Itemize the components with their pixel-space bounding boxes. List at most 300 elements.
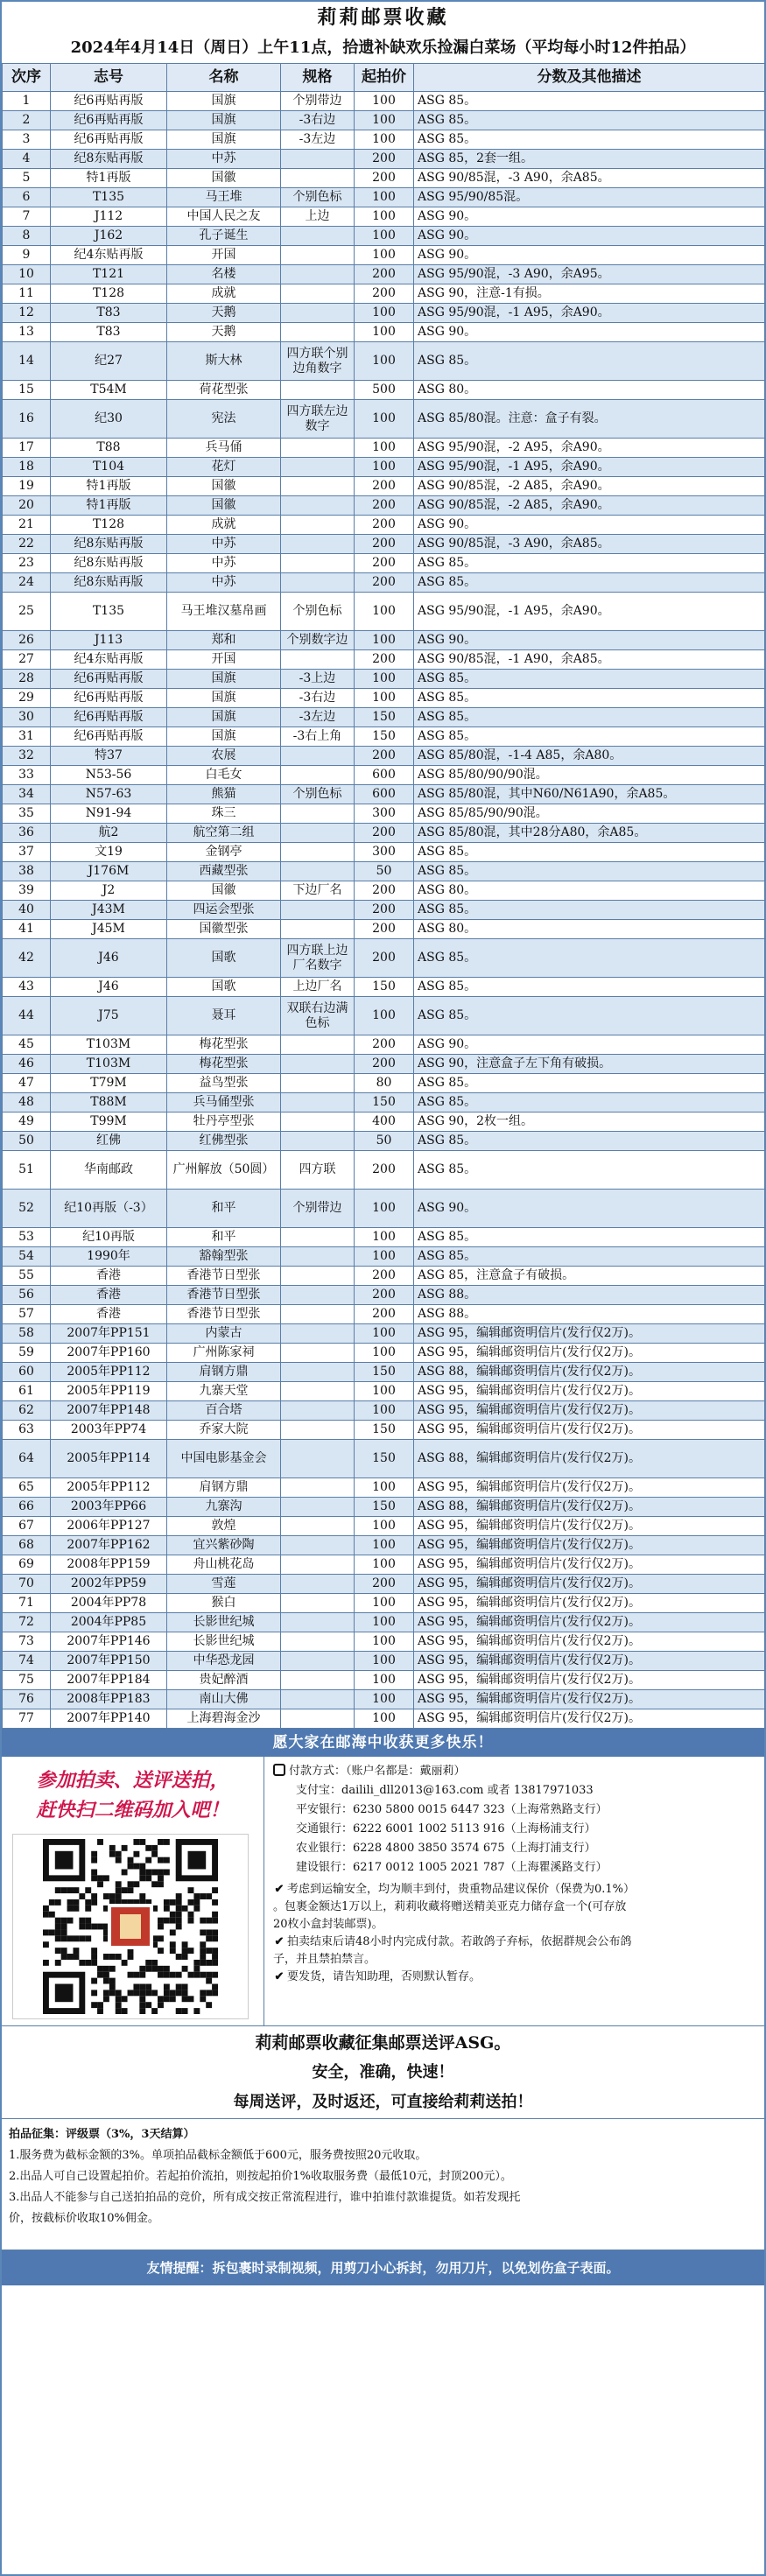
cell-name: 上海碧海金沙 [167, 1709, 281, 1729]
cell-desc: ASG 95/90混，-3 A90，余A95。 [414, 265, 765, 284]
table-row [3, 881, 765, 901]
auction-subtitle: 2024年4月14日（周日）上午11点，拾遗补缺欢乐捡漏白菜场（平均每小时12件拍品） [70, 39, 696, 57]
cell-order: 40 [3, 901, 51, 920]
cell-code: 纪6再贴再版 [51, 670, 167, 689]
cell-price: 200 [355, 477, 414, 496]
table-row [3, 747, 765, 766]
cell-spec: -3右边 [281, 689, 355, 708]
promo-text [2, 1757, 264, 1825]
cell-code: 纪27 [51, 342, 167, 381]
cell-spec [281, 1035, 355, 1055]
cell-code: 2004年PP78 [51, 1594, 167, 1613]
table-row [3, 342, 765, 381]
lots-table [2, 63, 765, 1729]
cell-spec: -3上边 [281, 670, 355, 689]
cell-desc: ASG 80。 [414, 881, 765, 901]
cell-desc: ASG 95，编辑邮资明信片(发行仅2万)。 [414, 1690, 765, 1709]
cell-price: 100 [355, 1594, 414, 1613]
cell-code: 2006年PP127 [51, 1517, 167, 1536]
table-row [3, 458, 765, 477]
table-row [3, 400, 765, 439]
table-row [3, 785, 765, 804]
cell-price: 500 [355, 381, 414, 400]
cell-price: 100 [355, 111, 414, 130]
cell-code: 航2 [51, 824, 167, 843]
cell-order: 34 [3, 785, 51, 804]
cell-spec [281, 535, 355, 554]
cell-spec [281, 1305, 355, 1324]
table-row [3, 304, 765, 323]
table-row [3, 920, 765, 939]
cell-name: 中苏 [167, 573, 281, 593]
cell-code: 纪6再贴再版 [51, 111, 167, 130]
cell-spec: -3左边 [281, 708, 355, 727]
cell-spec [281, 1690, 355, 1709]
cell-spec: 个别数字边 [281, 631, 355, 650]
cell-desc: ASG 88，编辑邮资明信片(发行仅2万)。 [414, 1498, 765, 1517]
cell-desc: ASG 85/80混，其中28分A80，余A85。 [414, 824, 765, 843]
closing-line-3: 每周送评，及时返还，可直接给莉莉送拍！ [233, 2093, 533, 2111]
check-icon: ✔ [274, 1970, 285, 1983]
cell-name: 国旗 [167, 130, 281, 150]
cell-price: 100 [355, 1671, 414, 1690]
col-header-desc: 分数及其他描述 [414, 64, 765, 92]
table-row [3, 323, 765, 342]
cell-code: 特1再版 [51, 477, 167, 496]
cell-spec [281, 1363, 355, 1382]
cell-name: 猴白 [167, 1594, 281, 1613]
footer-reminder: 友情提醒：拆包裹时录制视频，用剪刀小心拆封，勿用刀片，以免划伤盒子表面。 [2, 2250, 764, 2285]
cell-price: 150 [355, 727, 414, 747]
cell-desc: ASG 95，编辑邮资明信片(发行仅2万)。 [414, 1421, 765, 1440]
cell-code: J46 [51, 939, 167, 978]
cell-order: 7 [3, 207, 51, 227]
cell-price: 100 [355, 1536, 414, 1555]
cell-order: 36 [3, 824, 51, 843]
cell-order: 30 [3, 708, 51, 727]
shipping-notes [273, 1881, 755, 1986]
cell-order: 15 [3, 381, 51, 400]
cell-spec: 上边 [281, 207, 355, 227]
cell-spec [281, 1132, 355, 1151]
table-row [3, 1324, 765, 1344]
table-row [3, 1286, 765, 1305]
cell-code: J75 [51, 997, 167, 1035]
cell-desc: ASG 95/90混，-1 A95，余A90。 [414, 458, 765, 477]
rule-3a: 3.出品人不能参与自己送拍拍品的竞价，所有成交按正常流程进行，谁中拍谁付款谁提货。如若发现托 [9, 2191, 521, 2204]
cell-code: 纪8东贴再版 [51, 150, 167, 169]
cell-name: 梅花型张 [167, 1055, 281, 1074]
cell-name: 香港节日型张 [167, 1267, 281, 1286]
cell-spec [281, 323, 355, 342]
cell-name: 国旗 [167, 708, 281, 727]
cell-order: 76 [3, 1690, 51, 1709]
cell-name: 名楼 [167, 265, 281, 284]
cell-spec [281, 1228, 355, 1247]
cell-desc: ASG 95，编辑邮资明信片(发行仅2万)。 [414, 1382, 765, 1401]
cell-desc: ASG 90。 [414, 1035, 765, 1055]
cell-code: T99M [51, 1113, 167, 1132]
note-1b: 。包裹金额达1万以上，莉莉收藏将赠送精美亚克力储存盒一个(可存放 [273, 1900, 627, 1913]
cell-name: 宜兴紫砂陶 [167, 1536, 281, 1555]
cell-order: 54 [3, 1247, 51, 1267]
cell-name: 中国电影基金会 [167, 1440, 281, 1478]
cell-order: 3 [3, 130, 51, 150]
cell-price: 100 [355, 1709, 414, 1729]
cell-name: 内蒙古 [167, 1324, 281, 1344]
cell-code: J2 [51, 881, 167, 901]
cell-desc: ASG 90/85混，-2 A85，余A90。 [414, 477, 765, 496]
cell-desc: ASG 85，2套一组。 [414, 150, 765, 169]
cell-order: 71 [3, 1594, 51, 1613]
bank-account-pingan: 平安银行：6230 5800 0015 6447 323（上海常熟路支行） [296, 1803, 608, 1816]
cell-name: 国徽 [167, 477, 281, 496]
cell-desc: ASG 85。 [414, 901, 765, 920]
cell-name: 国歌 [167, 939, 281, 978]
cell-desc: ASG 95/90混，-1 A95，余A90。 [414, 304, 765, 323]
cell-desc: ASG 85。 [414, 727, 765, 747]
cell-price: 100 [355, 342, 414, 381]
table-row [3, 804, 765, 824]
cell-price: 150 [355, 1363, 414, 1382]
cell-order: 66 [3, 1498, 51, 1517]
cell-order: 27 [3, 650, 51, 670]
cell-code: T88M [51, 1093, 167, 1113]
cell-order: 9 [3, 246, 51, 265]
table-row [3, 727, 765, 747]
cell-desc: ASG 90。 [414, 1190, 765, 1228]
cell-code: N57-63 [51, 785, 167, 804]
cell-spec: -3右上角 [281, 727, 355, 747]
cell-code: 特1再版 [51, 496, 167, 516]
cell-code: T79M [51, 1074, 167, 1093]
cell-spec [281, 1324, 355, 1344]
cell-spec: 个别色标 [281, 188, 355, 207]
cell-spec [281, 1344, 355, 1363]
cell-spec: 上边厂名 [281, 978, 355, 997]
cell-spec [281, 1074, 355, 1093]
cell-name: 国旗 [167, 111, 281, 130]
cell-spec [281, 1517, 355, 1536]
cell-spec [281, 1613, 355, 1632]
cell-spec [281, 458, 355, 477]
cell-spec: 四方联个别边角数字 [281, 342, 355, 381]
cell-name: 航空第二组 [167, 824, 281, 843]
cell-order: 48 [3, 1093, 51, 1113]
cell-spec [281, 1575, 355, 1594]
cell-desc: ASG 95，编辑邮资明信片(发行仅2万)。 [414, 1324, 765, 1344]
bank-account-bocom: 交通银行：6222 6001 1002 5113 916（上海杨浦支行） [296, 1822, 596, 1835]
cell-name: 国歌 [167, 978, 281, 997]
cell-code: 2007年PP162 [51, 1536, 167, 1555]
cell-name: 珠三 [167, 804, 281, 824]
cell-spec [281, 516, 355, 535]
cell-code: 纪8东贴再版 [51, 573, 167, 593]
cell-code: J43M [51, 901, 167, 920]
cell-price: 200 [355, 573, 414, 593]
cell-code: 纪6再贴再版 [51, 689, 167, 708]
cell-order: 43 [3, 978, 51, 997]
cell-price: 100 [355, 304, 414, 323]
table-row [3, 111, 765, 130]
table-row [3, 1652, 765, 1671]
cell-price: 200 [355, 939, 414, 978]
cell-code: J45M [51, 920, 167, 939]
cell-desc: ASG 90/85混，-1 A90，余A85。 [414, 650, 765, 670]
cell-name: 开国 [167, 650, 281, 670]
cell-price: 200 [355, 1055, 414, 1074]
cell-code: T83 [51, 304, 167, 323]
table-row [3, 1671, 765, 1690]
cell-desc: ASG 85。 [414, 1132, 765, 1151]
cell-order: 1 [3, 92, 51, 111]
cell-price: 100 [355, 246, 414, 265]
cell-name: 益鸟型张 [167, 1074, 281, 1093]
cell-price: 100 [355, 130, 414, 150]
cell-code: 2008年PP159 [51, 1555, 167, 1575]
table-row [3, 1632, 765, 1652]
cell-spec [281, 304, 355, 323]
cell-order: 52 [3, 1190, 51, 1228]
cell-name: 肩钢方鼎 [167, 1478, 281, 1498]
cell-desc: ASG 90。 [414, 207, 765, 227]
rules-title: 拍品征集：评级票（3%，3天结算） [9, 2128, 195, 2141]
cell-code: 纪8东贴再版 [51, 535, 167, 554]
cell-order: 12 [3, 304, 51, 323]
cell-code: 纪10再版（-3） [51, 1190, 167, 1228]
cell-spec [281, 1632, 355, 1652]
cell-price: 200 [355, 284, 414, 304]
cell-order: 46 [3, 1055, 51, 1074]
cell-desc: ASG 85。 [414, 862, 765, 881]
cell-desc: ASG 95，编辑邮资明信片(发行仅2万)。 [414, 1555, 765, 1575]
table-row [3, 265, 765, 284]
closing-message [2, 2026, 764, 2119]
table-row [3, 1536, 765, 1555]
cell-order: 10 [3, 265, 51, 284]
cell-code: J113 [51, 631, 167, 650]
cell-code: 纪6再贴再版 [51, 708, 167, 727]
cell-price: 150 [355, 1421, 414, 1440]
col-header-name: 名称 [167, 64, 281, 92]
cell-order: 4 [3, 150, 51, 169]
cell-order: 51 [3, 1151, 51, 1190]
rule-2: 2.出品人可自己设置起拍价。若起拍价流拍，则按起拍价1%收取服务费（最低10元，封顶200元）。 [9, 2170, 512, 2183]
cell-order: 29 [3, 689, 51, 708]
cell-price: 150 [355, 708, 414, 727]
cell-name: 天鹅 [167, 323, 281, 342]
cell-price: 600 [355, 785, 414, 804]
cell-name: 长影世纪城 [167, 1632, 281, 1652]
cell-name: 和平 [167, 1228, 281, 1247]
check-icon: ✔ [274, 1883, 285, 1896]
table-row [3, 1055, 765, 1074]
table-row [3, 1247, 765, 1267]
cell-spec [281, 169, 355, 188]
cell-desc: ASG 90，注意盒子左下角有破损。 [414, 1055, 765, 1074]
table-row [3, 1267, 765, 1286]
cell-order: 23 [3, 554, 51, 573]
cell-code: J176M [51, 862, 167, 881]
cell-price: 100 [355, 1324, 414, 1344]
cell-spec: 个别色标 [281, 593, 355, 631]
table-row [3, 650, 765, 670]
table-row [3, 1228, 765, 1247]
cell-spec [281, 1382, 355, 1401]
cell-spec [281, 766, 355, 785]
cell-price: 100 [355, 207, 414, 227]
cell-price: 100 [355, 92, 414, 111]
cell-code: 2007年PP151 [51, 1324, 167, 1344]
cell-name: 四运会型张 [167, 901, 281, 920]
cell-spec [281, 1267, 355, 1286]
cell-price: 50 [355, 862, 414, 881]
cell-spec [281, 439, 355, 458]
cell-price: 80 [355, 1074, 414, 1093]
cell-price: 100 [355, 1632, 414, 1652]
cell-name: 豁翰型张 [167, 1247, 281, 1267]
cell-code: 2008年PP183 [51, 1690, 167, 1709]
cell-name: 斯大林 [167, 342, 281, 381]
cell-code: T104 [51, 458, 167, 477]
cell-price: 100 [355, 1228, 414, 1247]
cell-spec [281, 1709, 355, 1729]
cell-spec [281, 1093, 355, 1113]
cell-desc: ASG 85。 [414, 978, 765, 997]
cell-order: 75 [3, 1671, 51, 1690]
cell-code: T128 [51, 516, 167, 535]
cell-code: 纪6再贴再版 [51, 130, 167, 150]
table-row [3, 1344, 765, 1363]
cell-price: 100 [355, 439, 414, 458]
cell-order: 17 [3, 439, 51, 458]
cell-spec [281, 1247, 355, 1267]
cell-desc: ASG 85/80混，其中N60/N61A90，余A85。 [414, 785, 765, 804]
cell-price: 50 [355, 1132, 414, 1151]
cell-code: T135 [51, 188, 167, 207]
col-header-code: 志号 [51, 64, 167, 92]
cell-name: 九寨天堂 [167, 1382, 281, 1401]
table-row [3, 554, 765, 573]
cell-order: 45 [3, 1035, 51, 1055]
cell-order: 68 [3, 1536, 51, 1555]
cell-order: 62 [3, 1401, 51, 1421]
cell-desc: ASG 85。 [414, 843, 765, 862]
cell-code: 香港 [51, 1267, 167, 1286]
cell-desc: ASG 85/80混。注意：盒子有裂。 [414, 400, 765, 439]
cell-name: 白毛女 [167, 766, 281, 785]
promo-line-1: 参加拍卖、送评送拍， [36, 1769, 229, 1792]
cell-order: 18 [3, 458, 51, 477]
cell-desc: ASG 85。 [414, 708, 765, 727]
cell-name: 马王堆 [167, 188, 281, 207]
cell-spec [281, 284, 355, 304]
closing-line-2: 安全，准确，快速！ [312, 2063, 454, 2081]
col-header-spec: 规格 [281, 64, 355, 92]
cell-spec: 四方联左边数字 [281, 400, 355, 439]
cell-name: 香港节日型张 [167, 1305, 281, 1324]
cell-desc: ASG 85。 [414, 130, 765, 150]
cell-spec: -3左边 [281, 130, 355, 150]
greeting-banner: 愿大家在邮海中收获更多快乐！ [2, 1729, 764, 1757]
cell-name: 兵马俑 [167, 439, 281, 458]
payment-header: 付款方式：（账户名都是：戴丽莉） [289, 1765, 466, 1778]
cell-spec [281, 1440, 355, 1478]
cell-name: 郑和 [167, 631, 281, 650]
cell-name: 和平 [167, 1190, 281, 1228]
cell-name: 长影世纪城 [167, 1613, 281, 1632]
cell-spec [281, 477, 355, 496]
cell-desc: ASG 85/80混，-1-4 A85，余A80。 [414, 747, 765, 766]
cell-desc: ASG 85/80/90/90混。 [414, 766, 765, 785]
cell-order: 11 [3, 284, 51, 304]
cell-code: 纪6再贴再版 [51, 727, 167, 747]
cell-spec [281, 1555, 355, 1575]
cell-name: 国徽型张 [167, 920, 281, 939]
cell-spec [281, 901, 355, 920]
table-row [3, 862, 765, 881]
cell-price: 200 [355, 496, 414, 516]
table-row [3, 689, 765, 708]
cell-order: 64 [3, 1440, 51, 1478]
table-row [3, 516, 765, 535]
cell-spec [281, 1652, 355, 1671]
qr-code-image[interactable] [12, 1834, 249, 2019]
cell-price: 100 [355, 1517, 414, 1536]
cell-order: 28 [3, 670, 51, 689]
cell-order: 73 [3, 1632, 51, 1652]
table-row [3, 1382, 765, 1401]
cell-order: 33 [3, 766, 51, 785]
cell-code: T103M [51, 1035, 167, 1055]
cell-desc: ASG 95，编辑邮资明信片(发行仅2万)。 [414, 1401, 765, 1421]
cell-name: 中国人民之友 [167, 207, 281, 227]
cell-spec [281, 1594, 355, 1613]
cell-order: 42 [3, 939, 51, 978]
cell-spec [281, 573, 355, 593]
cell-name: 中苏 [167, 554, 281, 573]
cell-order: 72 [3, 1613, 51, 1632]
table-row [3, 227, 765, 246]
table-header-row [3, 64, 765, 92]
table-row [3, 381, 765, 400]
cell-spec [281, 381, 355, 400]
cell-spec [281, 1498, 355, 1517]
cell-price: 100 [355, 1478, 414, 1498]
cell-desc: ASG 90/85混，-3 A90，余A85。 [414, 169, 765, 188]
cell-order: 74 [3, 1652, 51, 1671]
cell-price: 150 [355, 1498, 414, 1517]
cell-name: 聂耳 [167, 997, 281, 1035]
cell-desc: ASG 90，2枚一组。 [414, 1113, 765, 1132]
col-header-price: 起拍价 [355, 64, 414, 92]
cell-name: 花灯 [167, 458, 281, 477]
cell-desc: ASG 85。 [414, 939, 765, 978]
table-row [3, 496, 765, 516]
cell-desc: ASG 90。 [414, 227, 765, 246]
cell-price: 200 [355, 650, 414, 670]
cell-order: 19 [3, 477, 51, 496]
cell-code: 纪10再版 [51, 1228, 167, 1247]
cell-name: 国徽 [167, 169, 281, 188]
cell-order: 69 [3, 1555, 51, 1575]
table-row [3, 1421, 765, 1440]
promo-section [2, 1757, 764, 2026]
table-row [3, 188, 765, 207]
table-row [3, 1363, 765, 1382]
cell-name: 肩钢方鼎 [167, 1363, 281, 1382]
cell-order: 13 [3, 323, 51, 342]
